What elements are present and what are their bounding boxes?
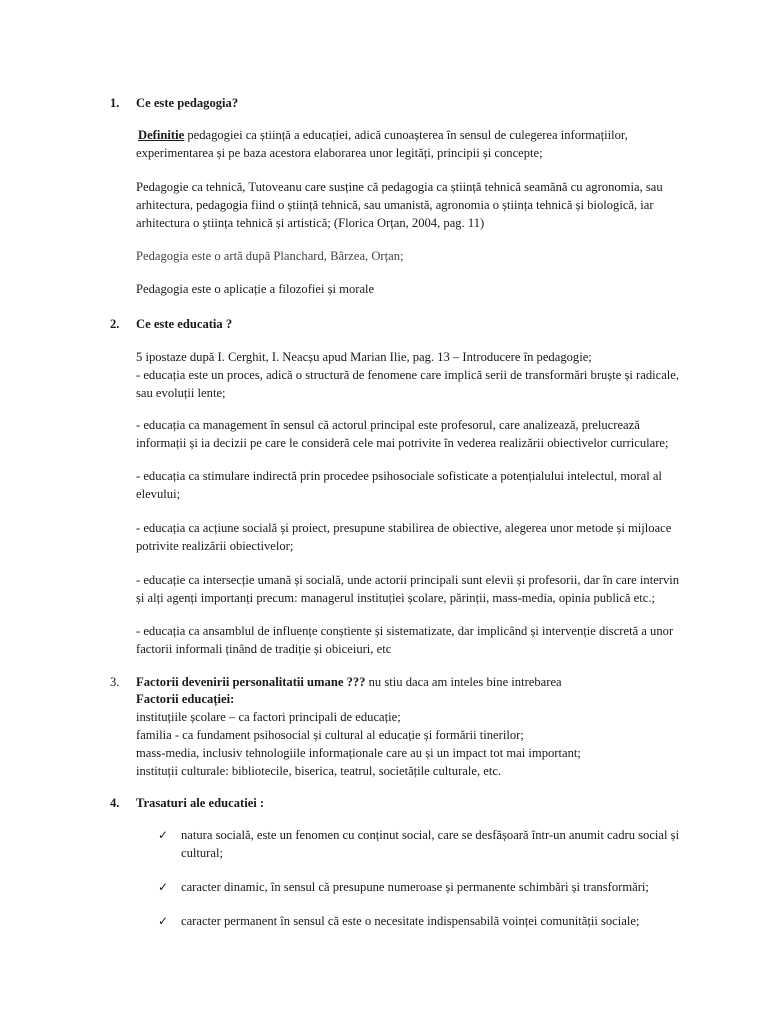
education-intro: 5 ipostaze după I. Cerghit, I. Neacșu apud Marian Ilie, pag. 13 – Introducere în pedagogie;: [136, 350, 592, 364]
trait-1-line-1: natura socială, este un fenomen cu conținut social, care se desfășoară într-un anumit cadru social și: [181, 828, 680, 842]
education-factors-block: [136, 690, 581, 780]
section-3-heading: Factorii devenirii personalitatii umane ???: [136, 675, 366, 689]
education-item-4-line-2: potrivite realizării obiectivelor;: [136, 539, 294, 553]
section-2-number: 2.: [110, 317, 120, 331]
definition-line-2: experimentarea și pe baza acestora elaborarea unor legități, principii și concepte;: [136, 146, 543, 160]
checkmark-icon: ✓: [158, 914, 169, 928]
definition-paragraph: [136, 126, 628, 162]
pedagogy-application-paragraph: Pedagogia este o aplicație a filozofiei și morale: [136, 282, 375, 296]
education-factors-heading: Factorii educației:: [136, 692, 235, 706]
education-item-1-line-1: - educația este un proces, adică o structură de fenomene care implică serii de transformări bruște și radicale,: [136, 368, 680, 382]
section-1-number: 1.: [110, 96, 120, 110]
checkmark-icon: ✓: [158, 880, 169, 894]
education-item-3-line-1: - educația ca stimulare indirectă prin procedee psihosociale sofisticate a potențialului intelectul, moral al: [136, 469, 662, 483]
trait-dynamic: caracter dinamic, în sensul că presupune numeroase și permanente schimbări și transformări;: [181, 880, 649, 894]
definition-line-1: pedagogiei ca știință a educației, adică cunoașterea în sensul de culegerea informațiilor,: [184, 128, 628, 142]
education-item-5: [136, 571, 679, 607]
technique-line-2: arhitectura, pedagogia fiind o știință tehnică, sau umanistă, agronomia o știința tehnică și biologică, iar: [136, 198, 654, 212]
trait-permanent: caracter permanent în sensul că este o necesitate indispensabilă voinței comunității sociale;: [181, 914, 640, 928]
pedagogy-technique-paragraph: [136, 178, 663, 232]
education-item-3-line-2: elevului;: [136, 487, 181, 501]
checkmark-icon: ✓: [158, 828, 169, 842]
education-factor-schools: instituțiile școlare – ca factori principali de educație;: [136, 710, 401, 724]
education-item-6-line-1: - educația ca ansamblul de influențe conștiente și sistematizate, dar implicând și intervenție discretă a unor: [136, 624, 674, 638]
education-item-2-line-1: - educația ca management în sensul că actorul principal este profesorul, care analizează, prelucrează: [136, 418, 640, 432]
education-item-2: [136, 416, 669, 452]
education-item-5-line-1: - educație ca intersecție umană și socială, unde actorii principali sunt elevii și profesorii, dar în care intervin: [136, 573, 680, 587]
education-item-6: [136, 622, 673, 658]
trait-social-nature: [181, 826, 679, 862]
education-item-2-line-2: informații și ia decizii pe care le consideră cele mai potrivite în vederea realizării obiectivelor curriculare;: [136, 436, 669, 450]
education-factor-media: mass-media, inclusiv tehnologiile informaționale care au și un impact tot mai important;: [136, 746, 581, 760]
section-3-heading-line: [136, 673, 562, 691]
education-factor-family: familia - ca fundament psihosocial și cultural al educație și formării tinerilor;: [136, 728, 524, 742]
section-3-note: nu stiu daca am inteles bine intrebarea: [365, 675, 562, 689]
trait-1-line-2: cultural;: [181, 846, 223, 860]
education-item-4-line-1: - educația ca acțiune socială și proiect, presupune stabilirea de obiective, alegerea unor metode și mijloace: [136, 521, 672, 535]
section-3-number: 3.: [110, 675, 120, 689]
education-factor-culture: instituții culturale: bibliotecile, biserica, teatrul, societățile culturale, etc.: [136, 764, 502, 778]
education-intro-block: [136, 348, 679, 402]
education-item-5-line-2: și alți agenți importanți precum: managerul instituției școlare, părinții, mass-media, opinia publică etc.;: [136, 591, 655, 605]
section-2-heading: Ce este educatia ?: [136, 317, 233, 331]
section-1-heading: Ce este pedagogia?: [136, 96, 239, 110]
technique-line-1: Pedagogie ca tehnică, Tutoveanu care susține că pedagogia ca știință tehnică seamănă cu agronomia, sau: [136, 180, 663, 194]
education-item-6-line-2: factorii informali ținând de tradiție și obiceiuri, etc: [136, 642, 392, 656]
section-4-heading: Trasaturi ale educatiei :: [136, 796, 265, 810]
pedagogy-art-paragraph: Pedagogia este o artă după Planchard, Bârzea, Orțan;: [136, 249, 404, 263]
education-item-3: [136, 467, 662, 503]
definition-word: Definitie: [138, 128, 185, 142]
education-item-4: [136, 519, 671, 555]
section-4-number: 4.: [110, 796, 120, 810]
technique-line-3: arhitectura o știința tehnică și artistică; (Florica Orțan, 2004, pag. 11): [136, 216, 485, 230]
education-item-1-line-2: sau evoluții lente;: [136, 386, 226, 400]
